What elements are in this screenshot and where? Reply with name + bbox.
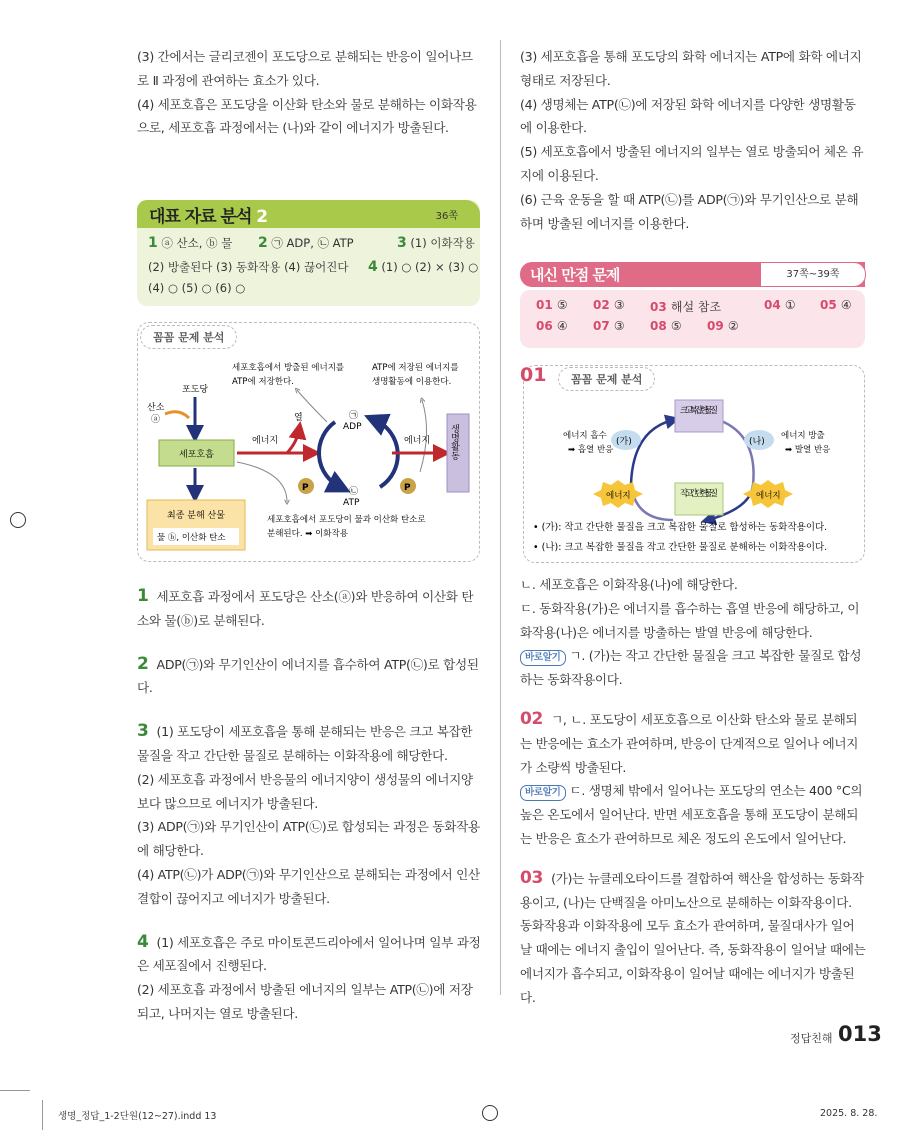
answer-06: 06 ④ [536,319,568,333]
answer-05: 05 ④ [820,298,852,312]
registration-mark [482,1105,498,1121]
final-products-label: 최종 분해 산물 [167,511,225,521]
naesin-title: 내신 만점 문제 [530,266,620,284]
paragraph: (4) 생명체는 ATP(㉡)에 저장된 화학 에너지를 다양한 생명활동에 이용한다. [520,96,856,136]
svg-text:에너지 방출: 에너지 방출 [781,431,825,441]
svg-text:㉠: ㉠ [349,411,359,421]
svg-text:분해된다. ➡ 이화작용: 분해된다. ➡ 이화작용 [267,529,348,539]
rep-answer-3b: (2) 방출된다 (3) 동화작용 (4) 끊어진다 [148,260,349,274]
svg-text:물 ⓑ, 이산화 탄소: 물 ⓑ, 이산화 탄소 [157,533,226,543]
paragraph: (2) 세포호흡 과정에서 방출된 에너지의 일부는 ATP(㉡)에 저장되고, 나머지는 열로 방출된다. [137,982,473,1021]
crop-mark [42,1100,43,1130]
right-questions [520,573,866,1010]
crop-mark [0,1090,30,1091]
svg-text:ⓐ: ⓐ [151,415,161,425]
column-divider [500,40,501,995]
energy-burst: 에너지 [606,491,631,501]
rep-header [137,200,480,228]
answer-01: 01 ⑤ [536,298,568,312]
answer-08: 08 ⑤ [650,319,682,333]
question-2: 2 ADP(㉠)와 무기인산이 에너지를 흡수하여 ATP(㉡)로 합성된다. [137,653,479,696]
q02-correction: 바로알기 ㄷ. 생명체 밖에서 일어나는 포도당의 연소는 400 °C의 높은 온도에서 일어난다. 반면 세포호흡을 통해 포도당이 분해되는 반응은 효소가 관여하므로 체온 정도의 온도에서 일어난다. [520,783,863,846]
rep-answer-1: 1 ⓐ 산소, ⓑ 물 [148,235,233,251]
paragraph: (3) 간에서는 글리코젠이 포도당으로 분해되는 반응이 일어나므로 Ⅱ 과정에 관여하는 효소가 있다. [137,49,473,88]
simple-substance-box: 작고 간단한 물질 [680,489,718,499]
svg-text:➡ 발열 반응: ➡ 발열 반응 [785,445,831,455]
energy-label: 에너지 [252,436,279,446]
bullet-na: • (나): 크고 복잡한 물질을 작고 간단한 물질로 분해하는 이화작용이다. [533,542,828,553]
life-activity-box: 생명활동 [449,424,459,460]
correction-badge: 바로알기 [520,650,566,666]
paragraph: (2) 세포호흡 과정에서 반응물의 에너지양이 생성물의 에너지양보다 많으므로 에너지가 방출된다. [137,771,473,811]
paragraph: (4) 세포호흡은 포도당을 이산화 탄소와 물로 분해하는 이화작용으로, 세포호흡 과정에서는 (나)와 같이 에너지가 방출된다. [137,96,477,136]
label-ga: (가) [616,437,632,447]
paragraph: (3) 세포호흡을 통해 포도당의 화학 에너지는 ATP에 화학 에너지 형태로 저장된다. [520,49,862,88]
bullet-ga: • (가): 작고 간단한 물질을 크고 복잡한 물질로 합성하는 동화작용이다. [533,522,828,533]
question-4: 4 (1) 세포호흡은 주로 마이토콘드리아에서 일어나며 일부 과정은 세포질에서 진행된다. [137,931,481,974]
svg-text:㉡: ㉡ [349,487,359,497]
naesin-page: 37쪽~39쪽 [760,262,866,287]
paragraph: (5) 세포호흡에서 방출된 에너지의 일부는 열로 방출되어 체온 유지에 이용된다. [520,144,864,183]
left-questions [137,585,482,1026]
paragraph: (3) ADP(㉠)와 무기인산이 ATP(㉡)로 합성되는 과정은 동화작용에 해당한다. [137,819,480,859]
question-02: 02 ㄱ, ㄴ. 포도당이 세포호흡으로 이산화 탄소와 물로 분해되는 반응에는 효소가 관여하며, 반응이 단계적으로 일어나 에너지가 소량씩 방출된다. [520,708,859,775]
rep-answer-4: 4 (1) ○ (2) × (3) ○ [368,259,479,275]
question-1: 1 세포호흡 과정에서 포도당은 산소(ⓐ)와 반응하여 이산화 탄소와 물(ⓑ)로 분해된다. [137,586,474,628]
diagram2-tag: 꼼꼼 문제 분석 [558,367,655,391]
page-label: 정답친해 [790,1032,833,1045]
q01-correction: 바로알기 ㄱ. (가)는 작고 간단한 물질을 크고 복잡한 물질로 합성하는 동화작용이다. [520,648,862,688]
registration-mark [10,512,26,528]
atp-label: ATP [343,498,360,508]
rep-page: 36쪽 [435,211,458,222]
phosphate: P [302,483,309,493]
svg-text:➡ 흡열 반응: ➡ 흡열 반응 [568,445,614,455]
rep-answer-2: 2 ㉠ ADP, ㉡ ATP [258,235,354,251]
glucose-label: 포도당 [182,385,209,395]
diagram2-number: 01 [520,364,547,386]
svg-text:ATP에 저장한다.: ATP에 저장한다. [232,377,294,387]
answer-02: 02 ③ [593,298,625,312]
right-intro [520,45,866,235]
answer-04: 04 ① [764,298,796,312]
paragraph: (6) 근육 운동을 할 때 ATP(㉡)를 ADP(㉠)와 무기인산으로 분해하며 방출된 에너지를 이용한다. [520,191,859,231]
energy-burst: 에너지 [756,491,781,501]
complex-substance-box: 크고 복잡한 물질 [680,406,718,416]
svg-text:ATP에 저장된 에너지를: ATP에 저장된 에너지를 [372,363,459,373]
svg-text:에너지: 에너지 [404,436,431,446]
question-03: 03 (가)는 뉴클레오타이드를 결합하여 핵산을 합성하는 동화작용이고, (나)는 단백질을 아미노산으로 분해하는 이화작용이다. 동화작용과 이화작용에 모두 효소가 관여하며, 물질대사가 일어날 때에는 에너지 출입이 일어난다. 즉, 동화작용이 일어날 때에는 에너지가 흡수되고, 이화작용이 일어날 때에는 에너지가 방출된다. [520,867,866,1005]
svg-text:세포호흡에서 방출된 에너지를: 세포호흡에서 방출된 에너지를 [232,363,345,373]
phosphate: P [404,483,411,493]
oxygen-label: 산소 [147,403,165,413]
answer-09: 09 ② [707,319,739,333]
paragraph: (4) ATP(㉡)가 ADP(㉠)와 무기인산으로 분해되는 과정에서 인산 결합이 끊어지고 에너지가 방출된다. [137,866,480,906]
metabolism-diagram [523,390,865,565]
svg-text:생명활동에 이용한다.: 생명활동에 이용한다. [372,377,452,387]
paragraph: ㄴ. 세포호흡은 이화작용(나)에 해당한다. [520,577,738,592]
footer-date: 2025. 8. 28. [820,1108,878,1119]
question-3: 3 (1) 포도당이 세포호흡을 통해 분해되는 반응은 크고 복잡한 물질을 작고 간단한 물질로 분해하는 이화작용에 해당한다. [137,721,473,763]
respiration-diagram [137,322,480,562]
rep-answer-3: 3 (1) 이화작용 [397,235,475,251]
svg-text:에너지 흡수: 에너지 흡수 [563,431,607,441]
paragraph: ㄷ. 동화작용(가)은 에너지를 흡수하는 흡열 반응에 해당하고, 이화작용(나)은 에너지를 방출하는 발열 반응에 해당한다. [520,600,860,640]
rep-answer-4b: (4) ○ (5) ○ (6) ○ [148,281,246,295]
answer-03: 03 해설 참조 [650,300,722,314]
correction-badge: 바로알기 [520,785,566,801]
answer-07: 07 ③ [593,319,625,333]
svg-text:세포호흡에서 포도당이 물과 이산화 탄소로: 세포호흡에서 포도당이 물과 이산화 탄소로 [267,515,426,525]
label-na: (나) [749,437,765,447]
rep-title: 대표 자료 분석 [149,207,252,227]
heat-label: 열 [294,413,303,423]
page-number: 013 [838,1022,882,1046]
adp-label: ADP [343,422,362,432]
respiration-box: 세포호흡 [179,450,214,460]
left-intro [137,45,482,140]
footer-file: 생명_정답_1-2단원(12~27).indd 13 [58,1111,217,1122]
diagram1-tag: 꼼꼼 문제 분석 [140,325,237,349]
rep-num: 2 [256,207,268,227]
